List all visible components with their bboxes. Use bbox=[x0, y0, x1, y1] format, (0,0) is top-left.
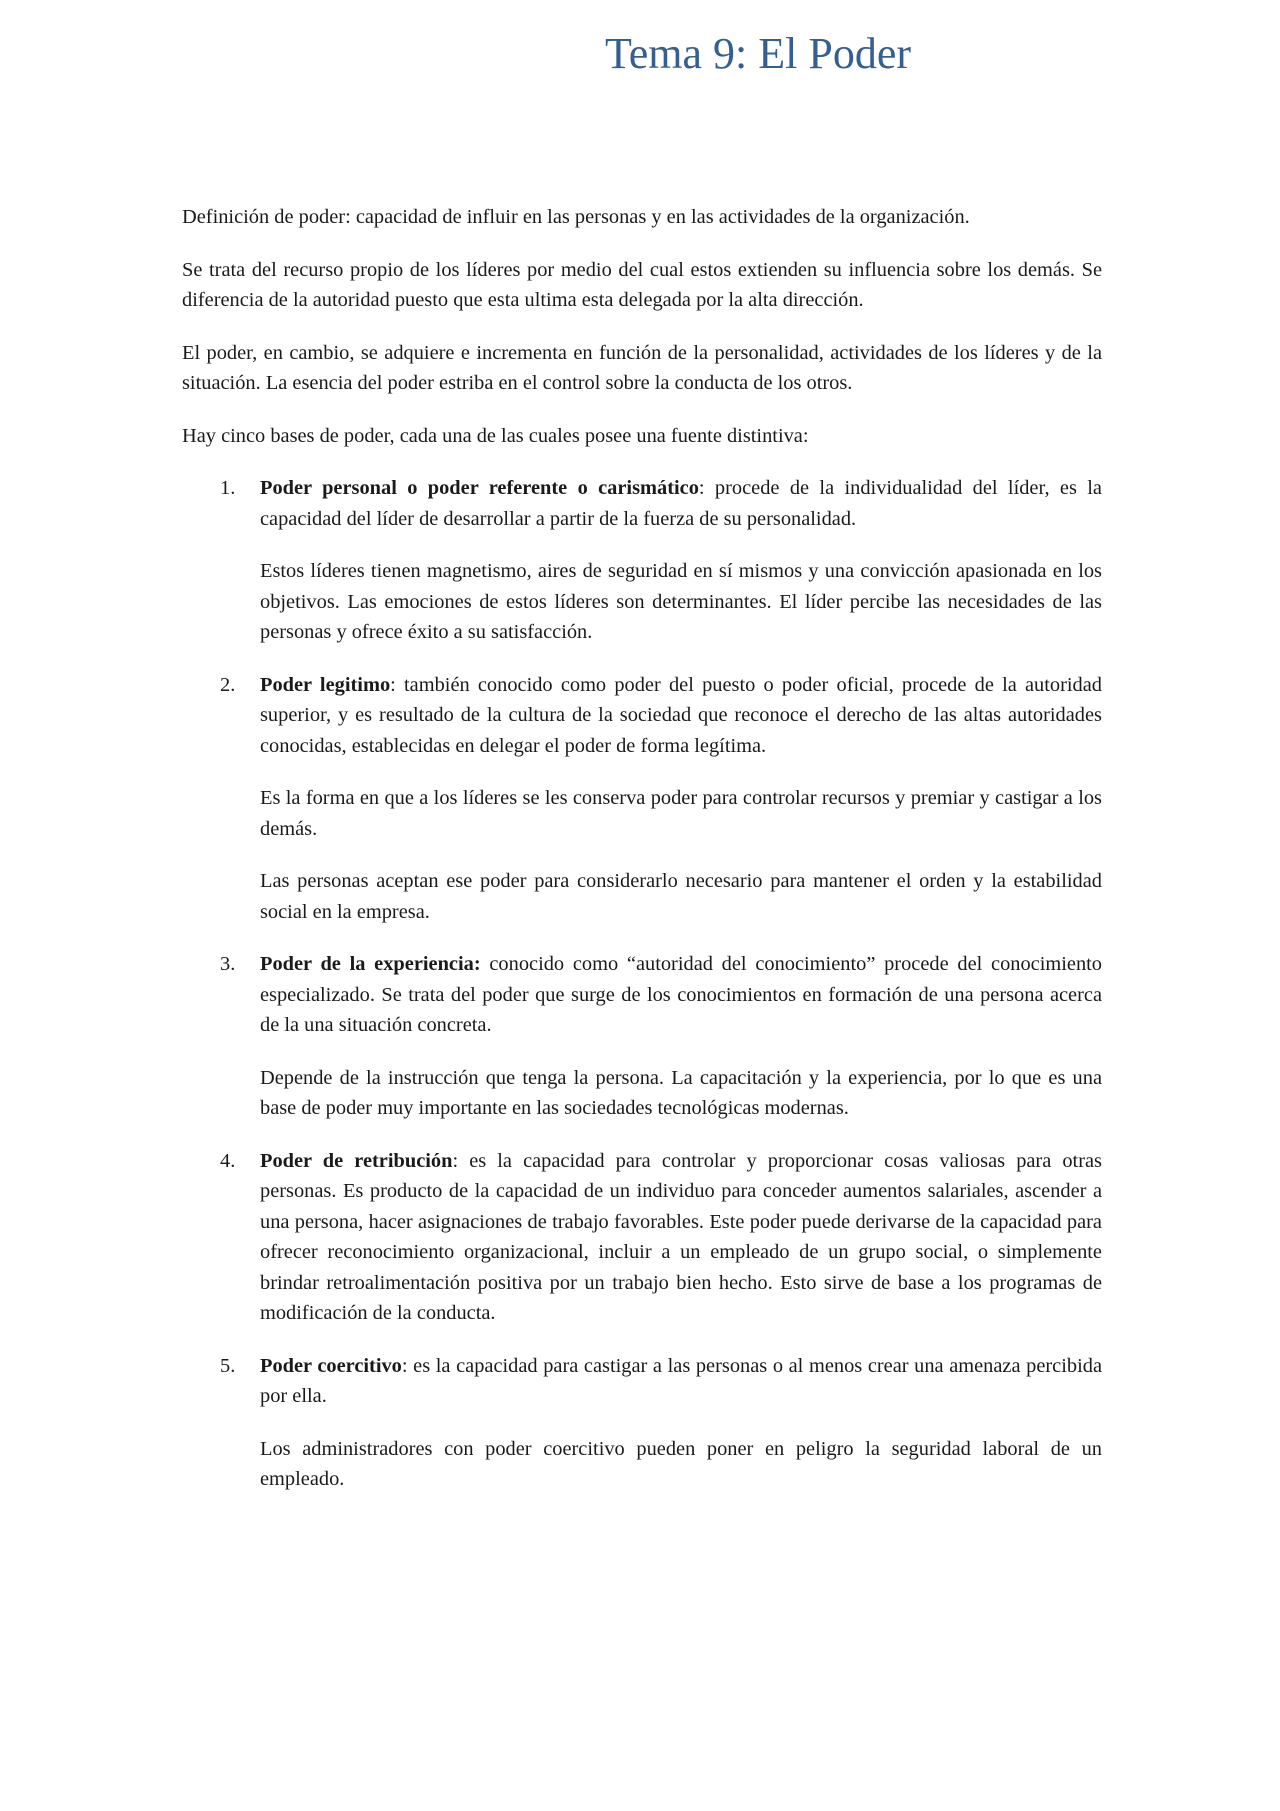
item-text: : también conocido como poder del puesto o poder oficial, procede de la autoridad superior, y es resultado de la cultura de la sociedad que reconoce el derecho de las altas autoridades conocidas, establecidas en delegar el poder de forma legítima. bbox=[260, 673, 1102, 757]
item-extra-paragraph: Estos líderes tienen magnetismo, aires de seguridad en sí mismos y una convicción apasionada en los objetivos. Las emociones de estos líderes son determinantes. El líder percibe las necesidades de las personas y ofrece éxito a su satisfacción. bbox=[260, 560, 1102, 643]
document-body bbox=[182, 202, 1102, 1517]
item-term: Poder legitimo bbox=[260, 673, 391, 696]
item-term: Poder de la experiencia: bbox=[260, 953, 481, 975]
intro-paragraph: El poder, en cambio, se adquiere e incrementa en función de la personalidad, actividades de los líderes y de la situación. La esencia del poder estriba en el control sobre la conducta de los otros. bbox=[182, 341, 1102, 394]
page-title: Tema 9: El Poder bbox=[604, 29, 912, 78]
item-text: : es la capacidad para controlar y proporcionar cosas valiosas para otras personas. Es producto de la capacidad de un individuo para conceder aumentos salariales, ascender a una persona, hacer asignaciones de trabajo favorables. Este poder puede derivarse de la capacidad para ofrecer reconocimiento organizacional, incluir a un empleado de un grupo social, o simplemente brindar retroalimentación positiva por un trabajo bien hecho. Esto sirve de base a los programas de modificación de la conducta. bbox=[260, 1149, 1102, 1324]
item-paragraph bbox=[260, 949, 1102, 1041]
list-number: 4. bbox=[220, 1149, 236, 1172]
item-term: Poder personal o poder referente o carismático bbox=[260, 477, 699, 499]
item-term: Poder de retribución bbox=[260, 1149, 453, 1172]
item-extra-paragraph: Depende de la instrucción que tenga la persona. La capacitación y la experiencia, por lo que es una base de poder muy importante en las sociedades tecnológicas modernas. bbox=[260, 1066, 1102, 1119]
list-item bbox=[182, 473, 1102, 648]
item-term: Poder coercitivo bbox=[260, 1354, 402, 1377]
list-number: 5. bbox=[220, 1354, 236, 1377]
item-text: : es la capacidad para castigar a las personas o al menos crear una amenaza percibida por ella. bbox=[260, 1354, 1102, 1407]
list-item bbox=[182, 1146, 1102, 1329]
intro-paragraph: Definición de poder: capacidad de influir en las personas y en las actividades de la organización. bbox=[182, 206, 970, 228]
item-text: conocido como “autoridad del conocimiento” procede del conocimiento especializado. Se trata del poder que surge de los conocimientos en formación de una persona acerca de la una situación concreta. bbox=[260, 953, 1102, 1036]
intro-paragraph: Hay cinco bases de poder, cada una de las cuales posee una fuente distintiva: bbox=[182, 424, 809, 447]
item-paragraph bbox=[260, 670, 1102, 762]
list-item bbox=[182, 670, 1102, 928]
item-paragraph bbox=[260, 1351, 1102, 1412]
item-text: : procede de la individualidad del líder, es la capacidad del líder de desarrollar a partir de la fuerza de su personalidad. bbox=[260, 477, 1102, 530]
intro-paragraph: Se trata del recurso propio de los líderes por medio del cual estos extienden su influencia sobre los demás. Se diferencia de la autoridad puesto que esta ultima esta delegada por la alta dirección. bbox=[182, 258, 1102, 311]
item-paragraph bbox=[260, 473, 1102, 534]
list-number: 3. bbox=[220, 953, 236, 975]
list-item bbox=[182, 1351, 1102, 1495]
list-item bbox=[182, 949, 1102, 1124]
item-paragraph bbox=[260, 1146, 1102, 1329]
bases-list bbox=[182, 473, 1102, 1495]
item-extra-paragraph: Es la forma en que a los líderes se les conserva poder para controlar recursos y premiar y castigar a los demás. bbox=[260, 787, 1102, 840]
list-number: 1. bbox=[220, 477, 236, 499]
item-extra-paragraph: Las personas aceptan ese poder para considerarlo necesario para mantener el orden y la estabilidad social en la empresa. bbox=[260, 870, 1102, 923]
list-number: 2. bbox=[220, 673, 236, 696]
item-extra-paragraph: Los administradores con poder coercitivo pueden poner en peligro la seguridad laboral de un empleado. bbox=[260, 1437, 1102, 1490]
